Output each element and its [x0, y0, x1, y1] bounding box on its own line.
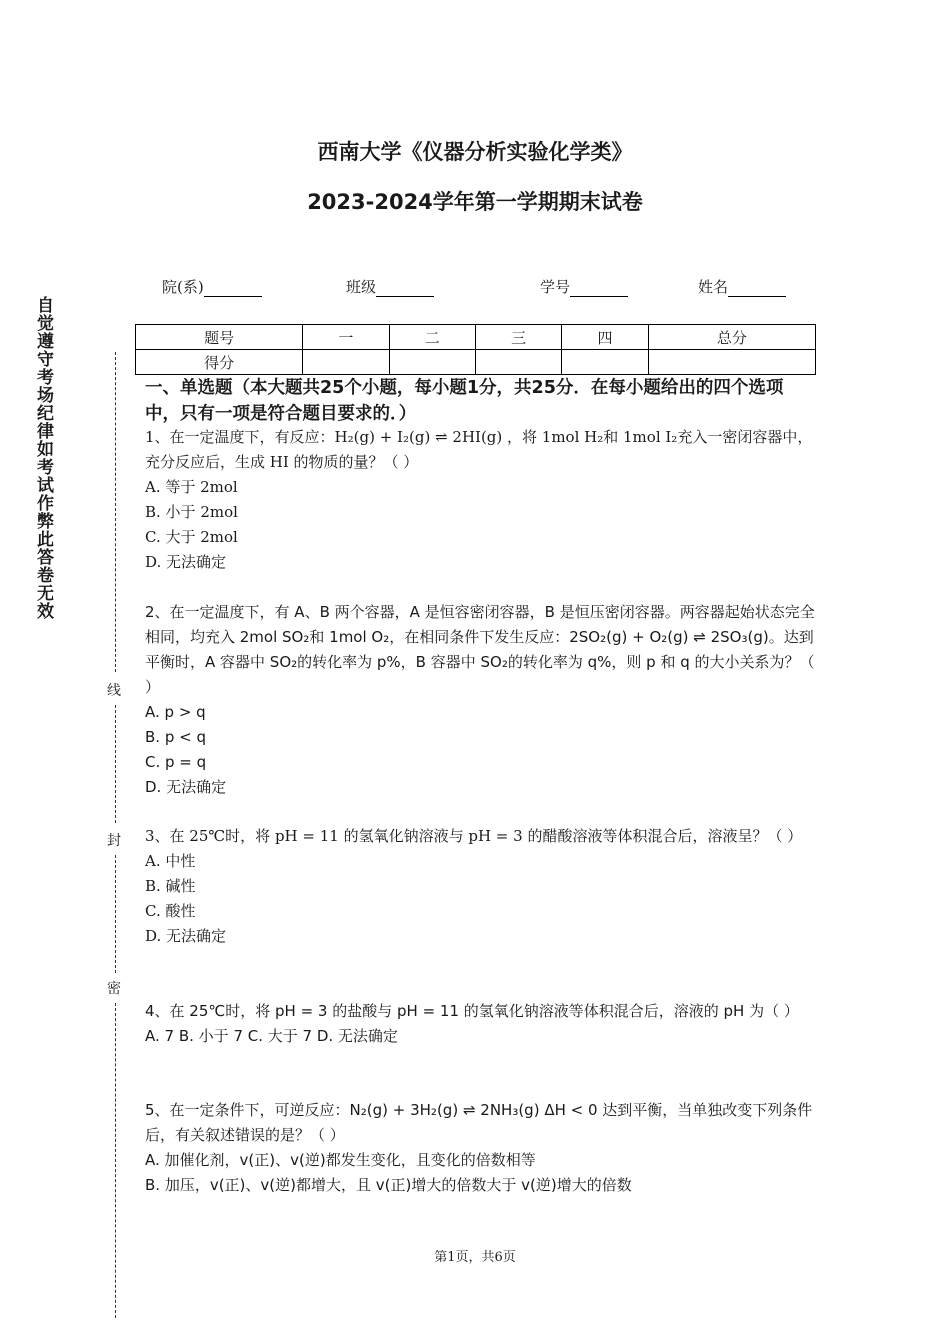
seal-dash-line	[115, 1003, 116, 1318]
class-field	[346, 276, 434, 297]
name-field	[698, 276, 786, 297]
question-1	[145, 425, 819, 575]
class-blank	[376, 280, 434, 297]
score-header-cell: 题号	[136, 325, 303, 350]
name-blank	[728, 280, 786, 297]
question-option: B. 碱性	[145, 877, 196, 895]
question-option: D. 无法确定	[145, 927, 227, 945]
page-footer: 第1页，共6页	[434, 1250, 516, 1265]
question-option: D. 无法确定	[145, 553, 227, 571]
question-option: A. p > q	[145, 703, 206, 721]
student-id-label: 学号	[540, 278, 571, 296]
question-option: B. 加压，v(正)、v(逆)都增大，且 v(正)增大的倍数大于 v(逆)增大的倍数	[145, 1176, 632, 1194]
question-option: B. p < q	[145, 728, 206, 746]
seal-dash-line	[115, 352, 116, 672]
score-header-cell: 三	[475, 325, 561, 350]
seal-mark-line: 线	[107, 683, 121, 699]
question-option: A. 等于 2mol	[145, 478, 238, 496]
score-table-score-row	[136, 350, 816, 375]
question-stem: 5、在一定条件下，可逆反应：N₂(g) + 3H₂(g) ⇌ 2NH₃(g) ΔH < 0 达到平衡，当单独改变下列条件后，有关叙述错误的是？（ ）	[145, 1101, 813, 1144]
question-3	[145, 824, 819, 949]
score-header-cell: 一	[303, 325, 389, 350]
score-cell	[303, 350, 389, 375]
score-header-cell: 总分	[648, 325, 815, 350]
dept-field	[162, 276, 262, 297]
score-table-header-row	[136, 325, 816, 350]
name-label: 姓名	[698, 278, 729, 296]
student-id-blank	[570, 280, 628, 297]
question-option: A. 中性	[145, 852, 196, 870]
section-heading: 一、单选题（本大题共25个小题，每小题1分，共25分．在每小题给出的四个选项中，只有一项是符合题目要求的．）	[145, 378, 784, 424]
question-5	[145, 1098, 819, 1198]
score-header-cell: 二	[389, 325, 475, 350]
question-option: C. 大于 2mol	[145, 528, 238, 546]
score-cell	[648, 350, 815, 375]
question-4	[145, 999, 819, 1049]
question-option: B. 小于 2mol	[145, 503, 238, 521]
question-option: D. 无法确定	[145, 778, 227, 796]
score-cell	[389, 350, 475, 375]
score-cell	[475, 350, 561, 375]
score-header-cell: 四	[562, 325, 648, 350]
seal-dash-line	[115, 855, 116, 973]
score-cell	[562, 350, 648, 375]
question-stem: 2、在一定温度下，有 A、B 两个容器，A 是恒容密闭容器，B 是恒压密闭容器。两容器起始状态完全相同，均充入 2mol SO₂和 1mol O₂，在相同条件下发生反应：2SO₂(g) + O₂(g) ⇌ 2SO₃(g)。达到平衡时，A 容器中 SO₂的转化率为 p%，B 容器中 SO₂的转化率为 q%，则 p 和 q 的大小关系为？（ ）	[145, 603, 815, 696]
question-option: A. 7 B. 小于 7 C. 大于 7 D. 无法确定	[145, 1027, 398, 1045]
score-row-label: 得分	[136, 350, 303, 375]
class-label: 班级	[346, 278, 377, 296]
dept-blank	[204, 280, 262, 297]
exam-term-title: 2023-2024学年第一学期期末试卷	[307, 190, 643, 214]
score-table	[135, 324, 816, 375]
question-option: C. p = q	[145, 753, 207, 771]
seal-dash-line	[115, 705, 116, 823]
seal-mark-secret: 密	[107, 981, 121, 997]
question-stem: 1、在一定温度下，有反应：H₂(g) + I₂(g) ⇌ 2HI(g) ，将 1mol H₂和 1mol I₂充入一密闭容器中，充分反应后，生成 HI 的物质的量？（ ）	[145, 428, 813, 471]
question-option: C. 酸性	[145, 902, 196, 920]
question-stem: 3、在 25℃时，将 pH = 11 的氢氧化钠溶液与 pH = 3 的醋酸溶液等体积混合后，溶液呈？（ ）	[145, 827, 803, 845]
side-notice: 自觉遵守考场纪律如考试作弊此答卷无效	[33, 296, 53, 620]
question-2	[145, 600, 819, 800]
question-option: A. 加催化剂，v(正)、v(逆)都发生变化，且变化的倍数相等	[145, 1151, 536, 1169]
dept-label: 院(系)	[162, 278, 204, 296]
student-id-field	[540, 276, 628, 297]
question-stem: 4、在 25℃时，将 pH = 3 的盐酸与 pH = 11 的氢氧化钠溶液等体积混合后，溶液的 pH 为（ ）	[145, 1002, 799, 1020]
seal-mark-seal: 封	[107, 833, 121, 849]
exam-school-title: 西南大学《仪器分析实验化学类》	[317, 140, 633, 164]
